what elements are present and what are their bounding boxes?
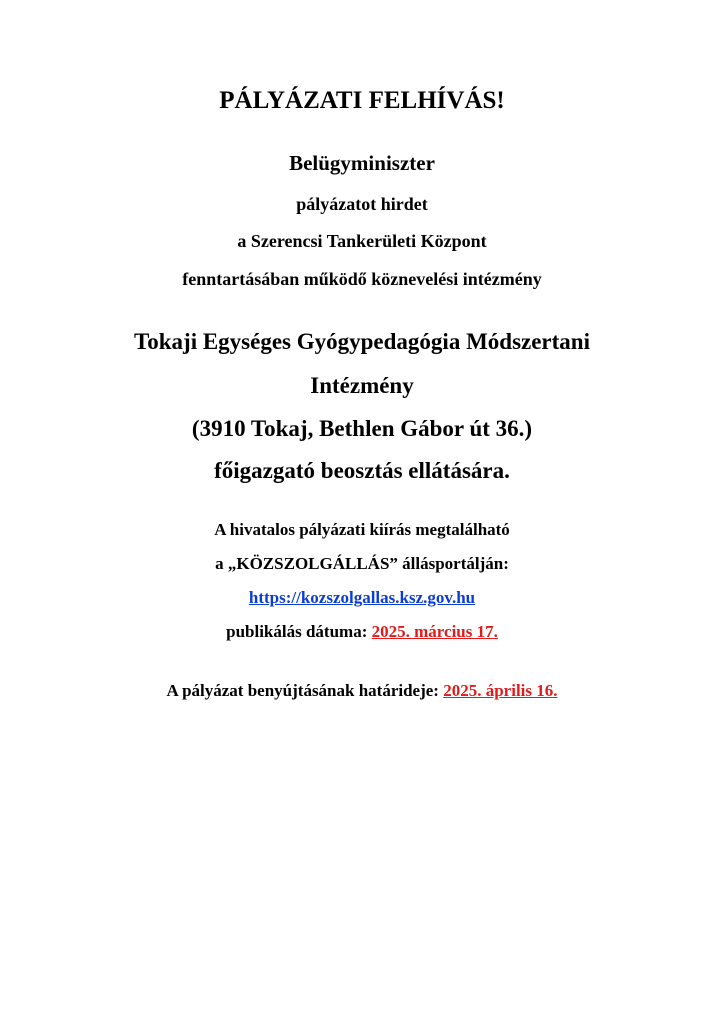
publication-date-value: 2025. március 17. [371, 622, 498, 641]
publication-date-row [0, 621, 724, 643]
portal-url-row [0, 587, 724, 609]
document-title: PÁLYÁZATI FELHÍVÁS! [219, 87, 505, 114]
announcement-line: pályázatot hirdet [296, 194, 428, 214]
maintenance-line: fenntartásában működő köznevelési intézmény [182, 269, 542, 289]
institution-name-line1: Tokaji Egységes Gyógypedagógia Módszertani [134, 329, 590, 354]
publication-date-label: publikálás dátuma: [226, 622, 372, 641]
issuer-heading: Belügyminiszter [289, 151, 435, 175]
tankerulet-line: a Szerencsi Tankerületi Központ [237, 231, 487, 251]
portal-url-link[interactable]: https://kozszolgallas.ksz.gov.hu [248, 588, 476, 607]
deadline-date-value: 2025. április 16. [443, 681, 558, 700]
official-notice-line: A hivatalos pályázati kiírás megtalálható [214, 520, 510, 539]
portal-line: a „KÖZSZOLGÁLLÁS” állásportálján: [215, 554, 509, 573]
deadline-row [0, 680, 724, 702]
deadline-label: A pályázat benyújtásának határideje: [166, 681, 444, 700]
institution-address: (3910 Tokaj, Bethlen Gábor út 36.) [191, 416, 533, 441]
institution-name-line2: Intézmény [310, 373, 414, 398]
position-line: főigazgató beosztás ellátására. [214, 458, 510, 483]
